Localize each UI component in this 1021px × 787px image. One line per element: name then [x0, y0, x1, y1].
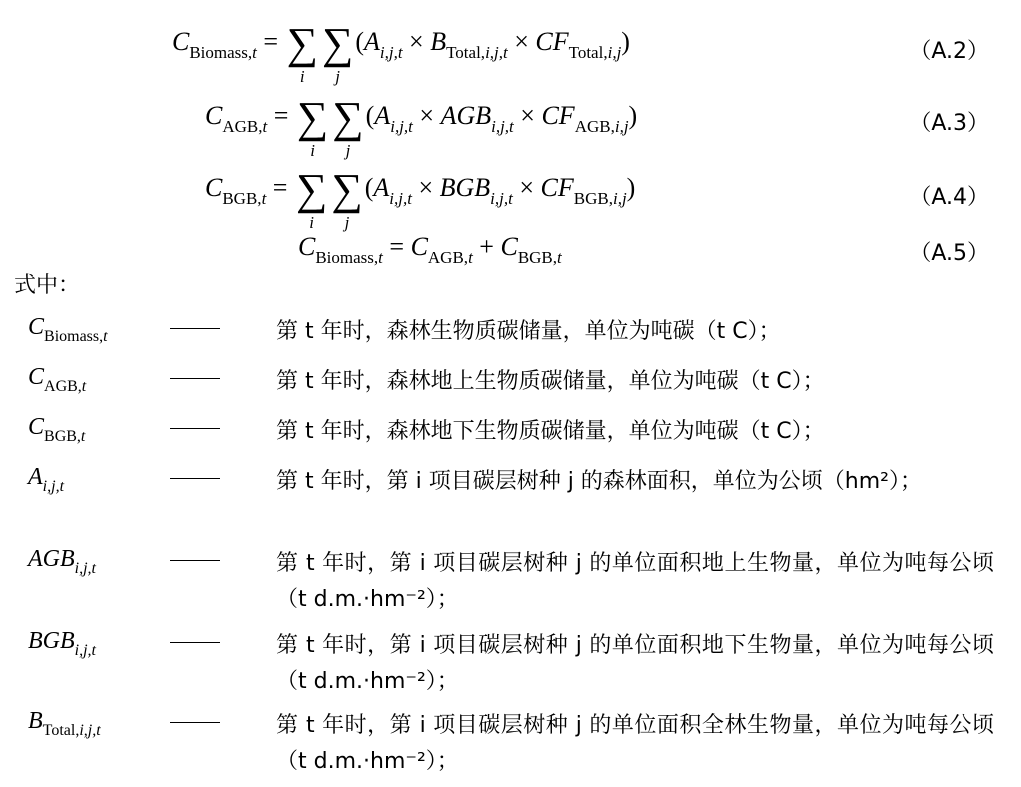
definition-text: 第 t 年时，第 i 项目碳层树种 j 的森林面积，单位为公顷（hm²）； [276, 469, 923, 494]
definition-text: 第 t 年时，第 i 项目碳层树种 j 的单位面积地上生物量，单位为吨每公顷（t d.m.·hm⁻²）； [276, 551, 994, 612]
dash-separator [170, 642, 220, 643]
definition-variable: $A_{i,j,t}$ [28, 464, 65, 495]
sum-symbol: ∑ i [296, 93, 329, 160]
where-label: 式中： [14, 273, 81, 298]
definition-variable: $B_{Total,i,j,t}$ [28, 708, 101, 739]
sum-symbol: ∑ j [321, 19, 354, 86]
equation-a2: $C_{Biomass,t}$ = ∑ i ∑ j $(A_{i,j,t} \times B_{Total,i,j,t} \times CF_{Total,i,j})$ [172, 19, 630, 86]
definition-text: 第 t 年时，森林地上生物质碳储量，单位为吨碳（t C）； [276, 369, 825, 394]
definition-variable: $C_{AGB,t}$ [28, 364, 87, 395]
definition-variable: $BGB_{i,j,t}$ [28, 628, 96, 659]
definition-variable: $C_{Biomass,t}$ [28, 314, 108, 345]
equation-number: （A.2） [909, 39, 989, 64]
dash-separator [170, 328, 220, 329]
definition-text: 第 t 年时，森林地下生物质碳储量，单位为吨碳（t C）； [276, 419, 825, 444]
equation-number: （A.5） [909, 241, 989, 266]
definition-text: 第 t 年时，森林生物质碳储量，单位为吨碳（t C）； [276, 319, 781, 344]
sum-symbol: ∑ i [295, 165, 328, 232]
definition-variable: $AGB_{i,j,t}$ [28, 546, 96, 577]
definition-text: 第 t 年时，第 i 项目碳层树种 j 的单位面积地下生物量，单位为吨每公顷（t d.m.·hm⁻²）； [276, 633, 994, 694]
dash-separator [170, 560, 220, 561]
equation-number: （A.3） [909, 111, 989, 136]
sum-symbol: ∑ i [286, 19, 318, 86]
dash-separator [170, 478, 220, 479]
dash-separator [170, 722, 220, 723]
sum-symbol: ∑ j [331, 165, 363, 232]
dash-separator [170, 378, 220, 379]
equation-number: （A.4） [909, 185, 989, 210]
sum-symbol: ∑ j [332, 93, 364, 160]
equation-a4: $C_{BGB,t}$ = ∑ i ∑ j $(A_{i,j,t} \times BGB_{i,j,t} \times CF_{BGB,i,j})$ [205, 165, 636, 232]
dash-separator [170, 428, 220, 429]
definition-variable: $C_{BGB,t}$ [28, 414, 86, 445]
equation-a5: $C_{Biomass,t} = C_{AGB,t} + C_{BGB,t}$ [298, 232, 562, 267]
equation-a3: $C_{AGB,t}$ = ∑ i ∑ j $(A_{i,j,t} \times AGB_{i,j,t} \times CF_{AGB,i,j})$ [205, 93, 638, 160]
eq-lhs: C [172, 27, 190, 56]
definition-text: 第 t 年时，第 i 项目碳层树种 j 的单位面积全林生物量，单位为吨每公顷（t d.m.·hm⁻²）； [276, 713, 994, 774]
